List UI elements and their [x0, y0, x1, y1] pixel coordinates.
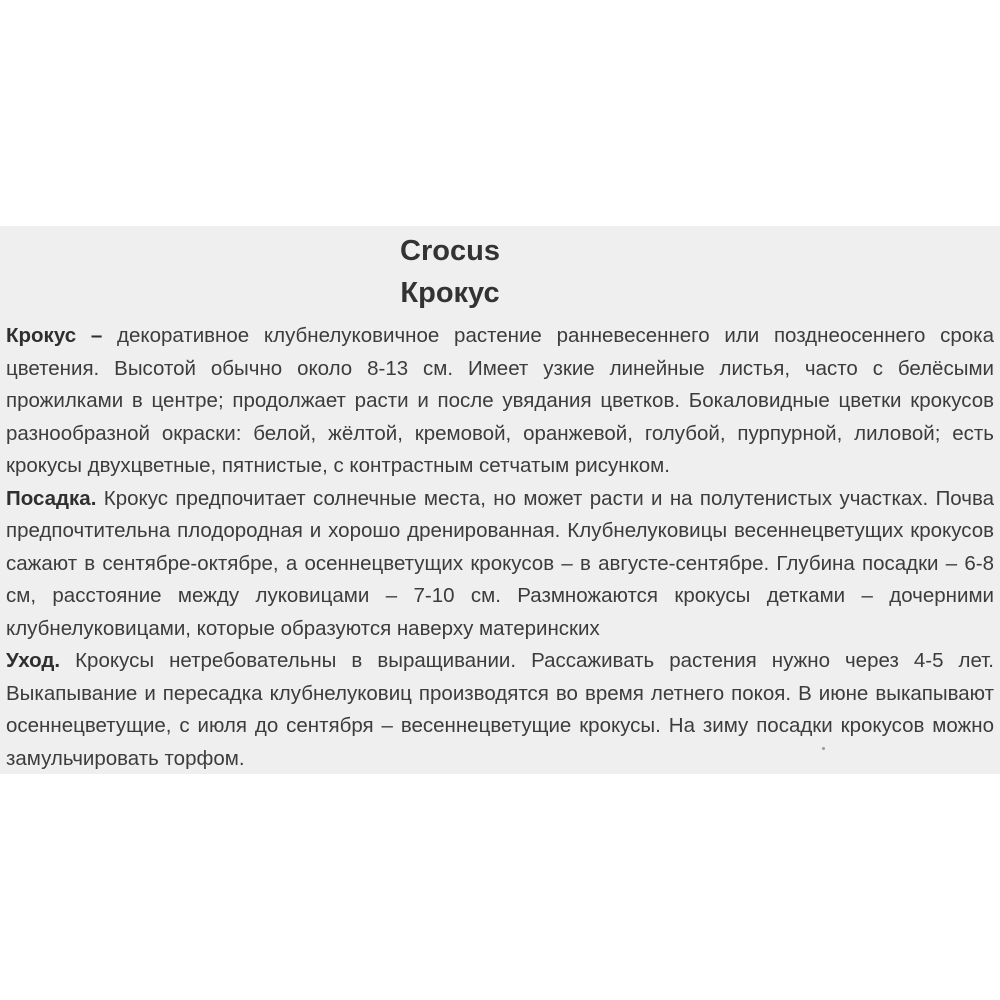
paragraph-care: [6, 645, 994, 775]
plant-label-card: [0, 226, 1000, 774]
paragraph-text-care: Крокусы нетребовательны в выращивании. Рассаживать растения нужно через 4-5 лет. Выкапывание и пересадка клубнелуковиц производятся во время летнего покоя. В июне выкапывают осеннецветущие, с июля до сентября – весеннецветущие крокусы. На зиму посадки крокусов можно замульчировать торфом.: [6, 649, 994, 770]
paragraph-text-planting: Крокус предпочитает солнечные места, но может расти и на полутенистых участках. Почва предпочтительна плодородная и хорошо дренированная. Клубнелуковицы весеннецветущих крокусов сажают в сентябре-октябре, а осеннецветущих крокусов – в августе-сентябре. Глубина посадки – 6-8 см, расстояние между луковицами – 7-10 см. Размножаются крокусы детками – дочерними клубнелуковицами, которые образуются наверху материнских: [6, 486, 994, 640]
description-body: [6, 320, 994, 775]
paragraph-heading-care: Уход.: [6, 649, 61, 672]
paragraph-text-description: декоративное клубнелуковичное растение ранневесеннего или позднеосеннего срока цветения. Высотой обычно около 8-13 см. Имеет узкие линейные листья, часто с белёсыми прожилками в центре; продолжает расти и после увядания цветков. Бокаловидные цветки крокусов разнообразной окраски: белой, жёлтой, кремовой, оранжевой, голубой, пурпурной, лиловой; есть крокусы двухцветные, пятнистые, с контрастным сетчатым рисунком.: [6, 324, 994, 477]
paragraph-heading-planting: Посадка.: [6, 486, 97, 510]
title-latin: Crocus: [400, 235, 500, 267]
paragraph-heading-crocus: Крокус –: [6, 324, 103, 347]
title-russian: Крокус: [400, 277, 500, 309]
print-speck: [822, 747, 825, 750]
paragraph-description: [6, 320, 994, 483]
title-block: [0, 230, 900, 314]
paragraph-planting: [6, 483, 994, 646]
